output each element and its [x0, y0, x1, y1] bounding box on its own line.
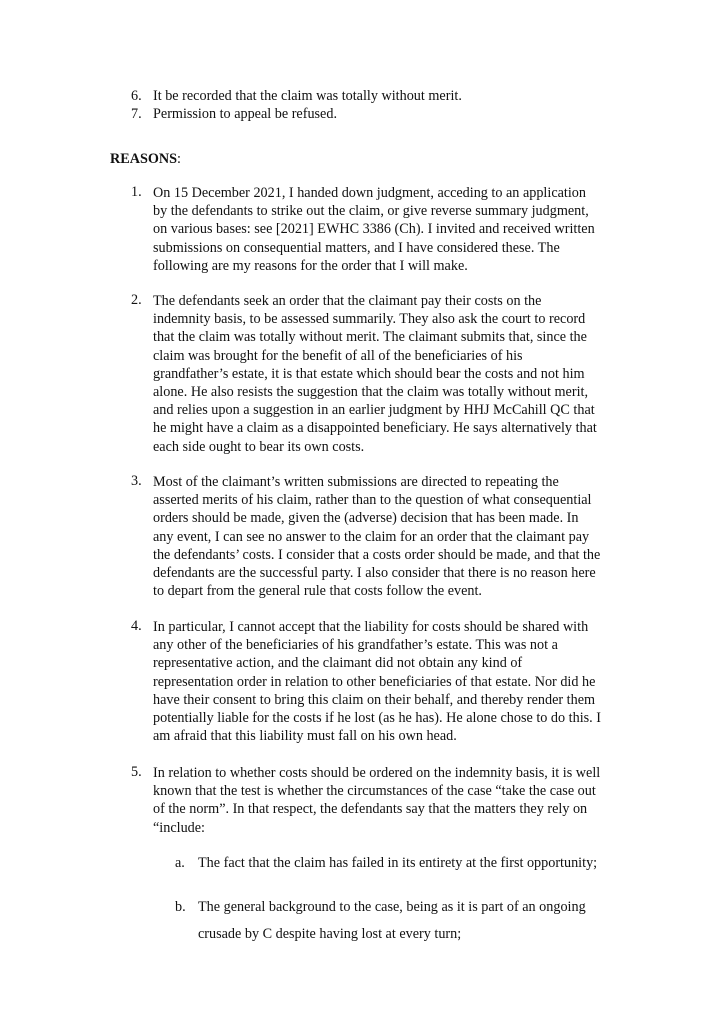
paragraph-1 — [131, 184, 621, 275]
sub-item-text: The general background to the case, being as it is part of an ongoing crusade by C despite having lost at every turn; — [198, 899, 586, 942]
order-text: Permission to appeal be refused. — [153, 106, 337, 122]
sub-item-letter: a. — [175, 855, 185, 871]
order-text: It be recorded that the claim was totally without merit. — [153, 88, 462, 104]
paragraph-number: 3. — [131, 473, 142, 489]
paragraph-5 — [131, 764, 621, 837]
order-number: 6. — [131, 88, 142, 104]
reasons-heading-colon: : — [177, 151, 181, 167]
sub-item-text: The fact that the claim has failed in its entirety at the first opportunity; — [198, 855, 598, 871]
paragraph-number: 1. — [131, 184, 142, 200]
paragraph-number: 2. — [131, 292, 142, 308]
paragraph-3 — [131, 473, 621, 600]
paragraph-2 — [131, 292, 621, 456]
reasons-heading — [110, 150, 181, 168]
paragraph-number: 4. — [131, 618, 142, 634]
order-number: 7. — [131, 106, 142, 122]
paragraph-4 — [131, 618, 621, 745]
paragraph-text: On 15 December 2021, I handed down judgment, acceding to an application by the defendants to strike out the claim, or give reverse summary judgment, on various bases: see [2021] EWHC 3386 (Ch). I invited and received written submissions on consequential matters, and I have considered these. The following are my reasons for the order that I will make. — [153, 185, 595, 274]
paragraph-number: 5. — [131, 764, 142, 780]
order-item — [131, 105, 631, 123]
order-list — [131, 87, 631, 123]
order-item — [131, 87, 631, 105]
paragraph-text: Most of the claimant’s written submissions are directed to repeating the asserted merits of his claim, rather than to the question of what consequential orders should be made, given the (adverse) decision that has been made. In any event, I can see no answer to the claim for an order that the claimant pay the defendants’ costs. I consider that a costs order should be made, and that the defendants are the successful party. I also consider that there is no reason here to depart from the general rule that costs follow the event. — [153, 474, 601, 600]
reasons-heading-text: REASONS — [110, 151, 178, 167]
paragraph-text: The defendants seek an order that the claimant pay their costs on the indemnity basis, to be assessed summarily. They also ask the court to record that the claim was totally without merit. The claimant submits that, since the claim was brought for the benefit of all of the beneficiaries of his grandfather’s estate, it is that estate which should bear the costs and not him alone. He also resists the suggestion that the claim was totally without merit, and relies upon a suggestion in an earlier judgment by HHJ McCahill QC that he might have a claim as a disappointed beneficiary. He says alternatively that each side ought to bear its own costs. — [153, 293, 597, 455]
sub-item-letter: b. — [175, 899, 186, 915]
sub-item-a — [175, 854, 615, 872]
paragraph-text: In particular, I cannot accept that the liability for costs should be shared with any other of the beneficiaries of his grandfather’s estate. This was not a representative action, and the claimant did not obtain any kind of representation order in relation to other beneficiaries of that estate. Nor did he have their consent to bring this claim on their behalf, and thereby render them potentially liable for the costs if he lost (as he has). He alone chose to do this. I am afraid that this liability must fall on his own head. — [153, 619, 601, 745]
sub-item-b — [175, 894, 615, 948]
paragraph-text: In relation to whether costs should be ordered on the indemnity basis, it is well known that the test is whether the circumstances of the case “take the case out of the norm”. In that respect, the defendants say that the matters they rely on “include: — [153, 765, 601, 836]
